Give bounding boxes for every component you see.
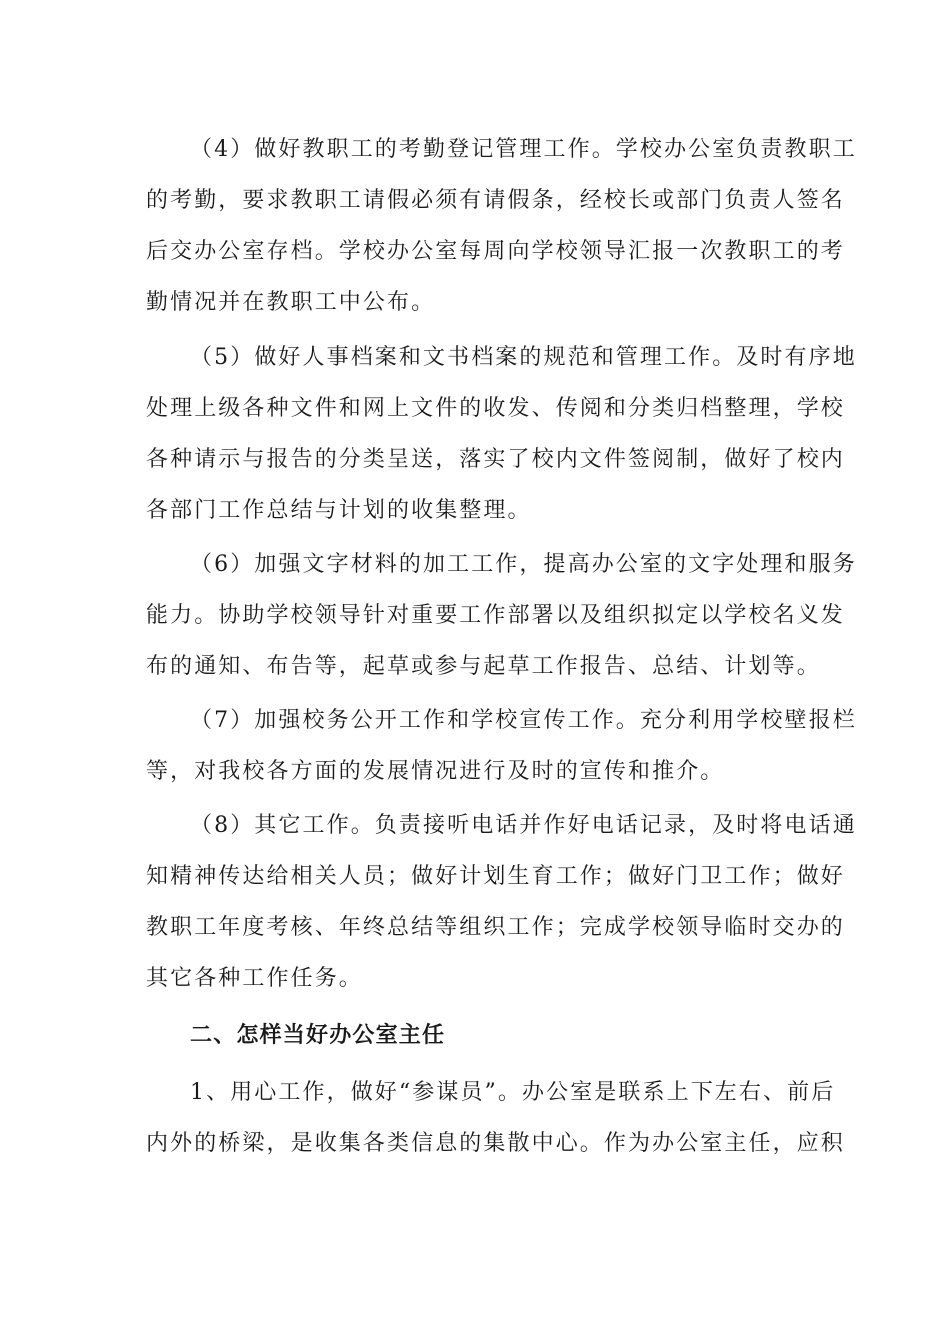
text-line: （4）做好教职工的考勤登记管理工作。学校办公室负责教职工 xyxy=(190,137,857,162)
text-line: 后交办公室存档。学校办公室每周向学校领导汇报一次教职工的考 xyxy=(146,239,845,264)
text-line: 布的通知、布告等，起草或参与起草工作报告、总结、计划等。 xyxy=(146,654,821,679)
text-line: （5）做好人事档案和文书档案的规范和管理工作。及时有序地 xyxy=(190,345,857,370)
text-line: 1、用心工作，做好“参谋员”。办公室是联系上下左右、前后 xyxy=(190,1080,836,1105)
text-line: 能力。协助学校领导针对重要工作部署以及组织拟定以学校名义发 xyxy=(146,603,845,628)
text-line: （8）其它工作。负责接听电话并作好电话记录，及时将电话通 xyxy=(190,813,857,838)
text-line: （6）加强文字材料的加工工作，提高办公室的文字处理和服务 xyxy=(190,552,857,577)
text-line: 各种请示与报告的分类呈送，落实了校内文件签阅制，做好了校内 xyxy=(146,447,845,472)
text-line: 教职工年度考核、年终总结等组织工作；完成学校领导临时交办的 xyxy=(146,915,845,940)
section-heading: 二、怎样当好办公室主任 xyxy=(190,1023,446,1048)
text-line: 勤情况并在教职工中公布。 xyxy=(146,290,436,315)
text-line: 等，对我校各方面的发展情况进行及时的宣传和推介。 xyxy=(146,759,725,784)
text-line: 的考勤，要求教职工请假必须有请假条，经校长或部门负责人签名 xyxy=(146,188,845,213)
text-line: （7）加强校务公开工作和学校宣传工作。充分利用学校壁报栏 xyxy=(190,708,857,733)
text-line: 各部门工作总结与计划的收集整理。 xyxy=(146,498,532,523)
text-line: 处理上级各种文件和网上文件的收发、传阅和分类归档整理，学校 xyxy=(146,396,845,421)
text-line: 知精神传达给相关人员；做好计划生育工作；做好门卫工作；做好 xyxy=(146,864,845,889)
text-line: 其它各种工作任务。 xyxy=(146,966,363,991)
text-line: 内外的桥梁，是收集各类信息的集散中心。作为办公室主任，应积 xyxy=(146,1131,845,1156)
